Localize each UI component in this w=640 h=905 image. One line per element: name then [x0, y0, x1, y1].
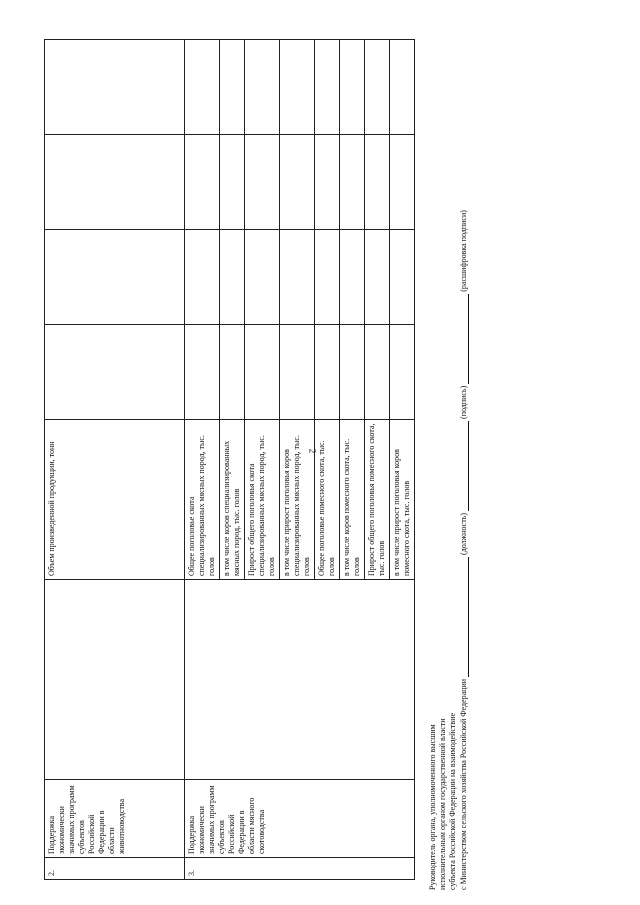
value-cell — [365, 325, 390, 420]
indicator-cell: в том числе коров специализированных мясных пород, тыс. голов — [220, 420, 245, 580]
signature-line-1: Руководитель органа, уполномоченного высшим — [428, 724, 437, 890]
value-cell — [245, 230, 280, 325]
value-cell — [340, 325, 365, 420]
indicator-cell: в том числе прирост поголовья коров помесного скота, тыс. голов — [390, 420, 415, 580]
row-number: 2. — [45, 858, 185, 880]
value-cell — [340, 40, 365, 135]
value-cell — [245, 135, 280, 230]
report-table-wrapper — [44, 40, 411, 880]
value-cell — [185, 40, 220, 135]
table-row — [185, 40, 220, 880]
value-cell — [390, 230, 415, 325]
value-cell — [45, 135, 185, 230]
value-cell — [365, 135, 390, 230]
value-cell — [185, 325, 220, 420]
position-caption: (должность) — [459, 512, 468, 555]
program-name: Поддержка экономически значимых программ субъектов Российской Федерации в области животноводства — [45, 780, 185, 858]
value-cell — [390, 325, 415, 420]
value-cell — [45, 325, 185, 420]
value-cell — [365, 40, 390, 135]
value-cell — [220, 230, 245, 325]
value-cell — [365, 230, 390, 325]
indicator-cell: Общее поголовье скота специализированных мясных пород, тыс. голов — [185, 420, 220, 580]
signature-line-2: исполнительным органом государственной власти — [438, 718, 447, 890]
value-cell — [390, 40, 415, 135]
indicator-cell: Объем произведенной продукции, тонн — [45, 420, 185, 580]
value-cell — [245, 325, 280, 420]
value-cell — [280, 325, 315, 420]
program-name: Поддержка экономически значимых программ субъектов Российской Федерации в области мясного скотоводства — [185, 780, 415, 858]
empty-cell — [185, 580, 415, 780]
indicator-cell: Общее поголовье помесного скота, тыс. голов — [315, 420, 340, 580]
value-cell — [315, 325, 340, 420]
value-cell — [185, 230, 220, 325]
value-cell — [340, 230, 365, 325]
value-cell — [220, 325, 245, 420]
value-cell — [45, 230, 185, 325]
value-cell — [185, 135, 220, 230]
empty-cell — [45, 580, 185, 780]
signature-caption: (подпись) — [459, 385, 468, 419]
page-number: 2 — [307, 448, 318, 454]
row-number: 3. — [185, 858, 415, 880]
report-table — [44, 39, 415, 880]
value-cell — [245, 40, 280, 135]
indicator-cell: в том числе коров помесного скота, тыс. голов — [340, 420, 365, 580]
value-cell — [220, 135, 245, 230]
indicator-cell: Прирост общего поголовья скота специализированных мясных пород, тыс. голов — [245, 420, 280, 580]
value-cell — [315, 230, 340, 325]
signature-block — [428, 30, 476, 890]
value-cell — [315, 40, 340, 135]
signature-line-4: с Министерством сельского хозяйства Российской Федерации (должность) (подпись) (расшифровка подписи) — [459, 210, 468, 890]
indicator-cell: в том числе прирост поголовья коров специализированных мясных пород, тыс. голов — [280, 420, 315, 580]
value-cell — [315, 135, 340, 230]
value-cell — [280, 135, 315, 230]
value-cell — [280, 230, 315, 325]
table-row — [45, 40, 185, 880]
value-cell — [390, 135, 415, 230]
value-cell — [220, 40, 245, 135]
indicator-cell: Прирост общего поголовья помесного скота, тыс. голов — [365, 420, 390, 580]
value-cell — [340, 135, 365, 230]
value-cell — [45, 40, 185, 135]
decode-caption: (расшифровка подписи) — [459, 210, 468, 292]
value-cell — [280, 40, 315, 135]
signature-line-3: субъекта Российской Федерации на взаимодействие — [448, 712, 457, 890]
